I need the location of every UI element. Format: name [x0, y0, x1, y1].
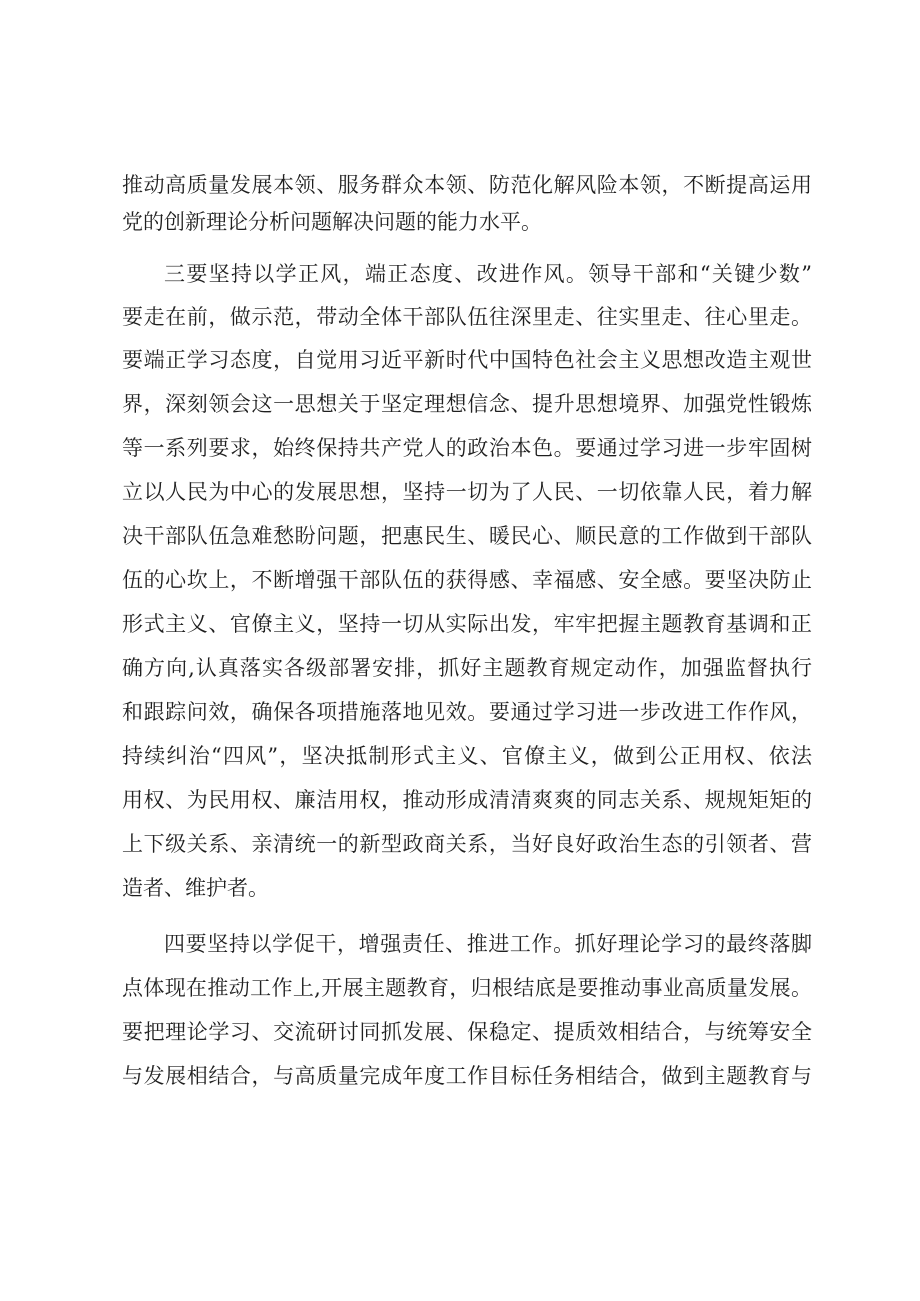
text-line: 上下级关系、亲清统一的新型政商关系，当好良好政治生态的引领者、营: [122, 832, 812, 856]
text-line: 形式主义、官僚主义，坚持一切从实际出发，牢牢把握主题教育基调和正: [122, 612, 812, 636]
text-line: 要把理论学习、交流研讨同抓发展、保稳定、提质效相结合，与统筹安全: [122, 1020, 812, 1044]
text-line: 造者、维护者。: [122, 876, 269, 900]
text-line: 等一系列要求，始终保持共产党人的政治本色。要通过学习进一步牢固树: [122, 436, 812, 460]
text-line: 伍的心坎上，不断增强干部队伍的获得感、幸福感、安全感。要坚决防止: [122, 568, 812, 592]
text-line: 党的创新理论分析问题解决问题的能力水平。: [122, 210, 542, 234]
paragraph-start-line: 三要坚持以学正风，端正态度、改进作风。领导干部和“关键少数”: [164, 262, 812, 286]
text-line: 推动高质量发展本领、服务群众本领、防范化解风险本领，不断提高运用: [122, 173, 812, 197]
paragraph-start-line: 四要坚持以学促干，增强责任、推进工作。抓好理论学习的最终落脚: [164, 932, 812, 956]
text-line: 要走在前，做示范，带动全体干部队伍往深里走、往实里走、往心里走。: [122, 305, 812, 329]
text-line: 持续纠治“四风”，坚决抵制形式主义、官僚主义，做到公正用权、依法: [122, 744, 812, 768]
text-line: 要端正学习态度，自觉用习近平新时代中国特色社会主义思想改造主观世: [122, 348, 812, 372]
text-line: 界，深刻领会这一思想关于坚定理想信念、提升思想境界、加强党性锻炼: [122, 392, 812, 416]
text-line: 立以人民为中心的发展思想，坚持一切为了人民、一切依靠人民，着力解: [122, 480, 812, 504]
text-line: 决干部队伍急难愁盼问题，把惠民生、暖民心、顺民意的工作做到干部队: [122, 524, 812, 548]
text-line: 与发展相结合，与高质量完成年度工作目标任务相结合，做到主题教育与: [122, 1064, 812, 1088]
text-line: 确方向,认真落实各级部署安排，抓好主题教育规定动作，加强监督执行: [122, 656, 812, 680]
text-line: 和跟踪问效，确保各项措施落地见效。要通过学习进一步改进工作作风，: [122, 700, 812, 724]
text-line: 用权、为民用权、廉洁用权，推动形成清清爽爽的同志关系、规规矩矩的: [122, 788, 812, 812]
text-line: 点体现在推动工作上,开展主题教育，归根结底是要推动事业高质量发展。: [122, 976, 812, 1000]
